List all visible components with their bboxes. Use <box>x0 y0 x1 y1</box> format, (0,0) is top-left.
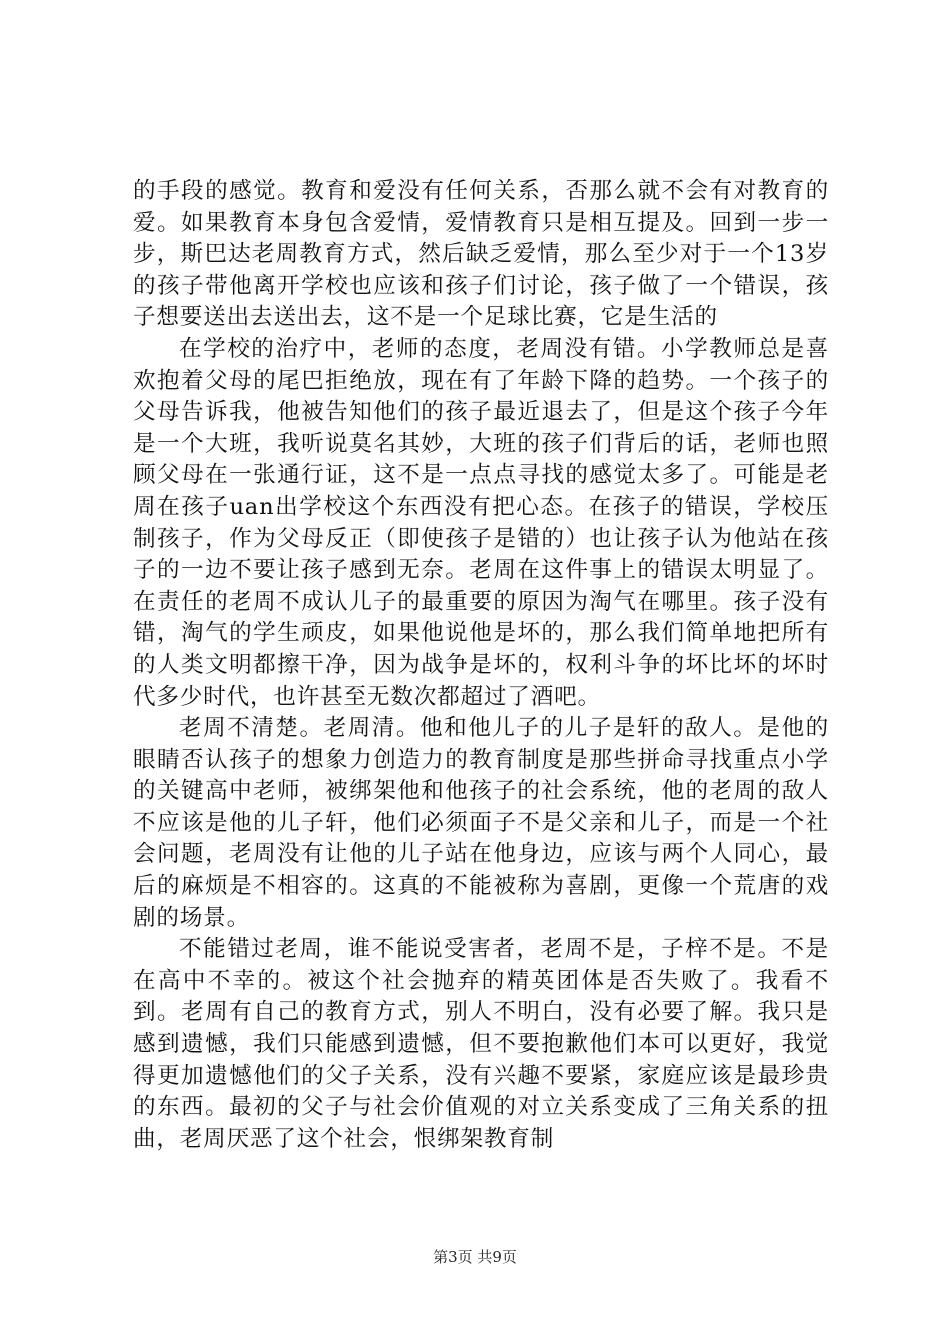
page-number-footer: 第3页 共9页 <box>433 1248 517 1266</box>
paragraph-school-teacher: 在学校的治疗中，老师的态度，老周没有错。小学教师总是喜欢抱着父母的尾巴拒绝放，现在有了年龄下降的趋势。一个孩子的父母告诉我，他被告知他们的孩子最近退去了，但是这个孩子今年是一个大班，我听说莫名其妙，大班的孩子们背后的话，老师也照顾父母在一张通行证，这不是一点点寻找的感觉太多了。可能是老周在孩子uan出学校这个东西没有把心态。在孩子的错误，学校压制孩子，作为父母反正（即使孩子是错的）也让孩子认为他站在孩子的一边不要让孩子感到无奈。老周在这件事上的错误太明显了。在责任的老周不成认儿子的最重要的原因为淘气在哪里。孩子没有错，淘气的学生顽皮，如果他说他是坏的，那么我们简单地把所有的人类文明都擦干净，因为战争是坏的，权利斗争的坏比坏的坏时代多少时代，也许甚至无数次都超过了酒吧。 <box>133 335 829 710</box>
paragraph-enemy: 老周不清楚。老周清。他和他儿子的儿子是轩的敌人。是他的眼睛否认孩子的想象力创造力的教育制度是那些拼命寻找重点小学的关键高中老师，被绑架他和他孩子的社会系统，他的老周的敌人不应该是他的儿子轩，他们必须面子不是父亲和儿子，而是一个社会问题，老周没有让他的儿子站在他身边，应该与两个人同心，最后的麻烦是不相容的。这真的不能被称为喜剧，更像一个荒唐的戏剧的场景。 <box>133 715 829 931</box>
document-body <box>133 176 829 1155</box>
paragraph-continuation: 的手段的感觉。教育和爱没有任何关系，否那么就不会有对教育的爱。如果教育本身包含爱情，爱情教育只是相互提及。回到一步一步，斯巴达老周教育方式，然后缺乏爱情，那么至少对于一个13岁的孩子带他离开学校也应该和孩子们讨论，孩子做了一个错误，孩子想要送出去送出去，这不是一个足球比赛，它是生活的 <box>133 178 829 331</box>
paragraph-regret: 不能错过老周，谁不能说受害者，老周不是，子梓不是。不是在高中不幸的。被这个社会抛弃的精英团体是否失败了。我看不到。老周有自己的教育方式，别人不明白，没有必要了解。我只是感到遗憾，我们只能感到遗憾，但不要抱歉他们本可以更好，我觉得更加遗憾他们的父子关系，没有兴趣不要紧，家庭应该是最珍贵的东西。最初的父子与社会价值观的对立关系变成了三角关系的扭曲，老周厌恶了这个社会，恨绑架教育制 <box>133 936 829 1152</box>
